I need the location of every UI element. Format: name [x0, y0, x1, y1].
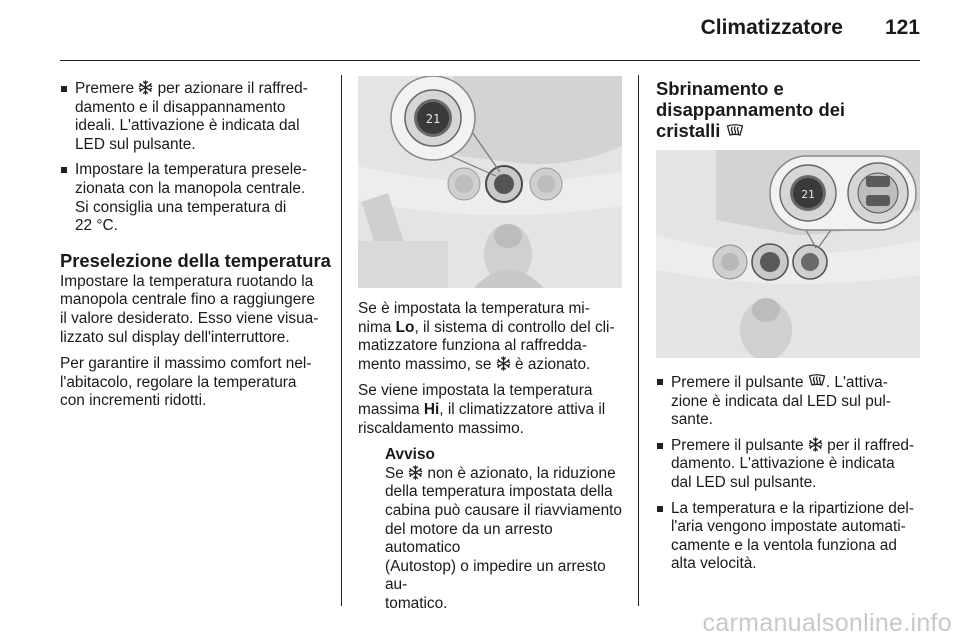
snowflake-icon	[808, 437, 823, 452]
section-heading: Preselezione della temperatura	[60, 249, 331, 271]
snowflake-icon	[138, 80, 153, 95]
knob-display-text: 21	[425, 112, 441, 126]
list-item: Premere per azionare il raffred- damento e il disappannamento ideali. L'attivazione è indicata dal LED sul pulsante.	[60, 80, 335, 154]
list-item: Premere il pulsante . L'attiva- zione è indicata dal LED sul pul- sante.	[656, 373, 926, 430]
note-box: Avviso Se non è azionato, la riduzione della temperatura impostata della cabina può causare il riavviamento del motore da un arresto automatico (Autostop) o impedire un arresto au- tomatico.	[358, 446, 624, 613]
page-header	[701, 16, 920, 40]
column-divider-2	[638, 75, 639, 606]
paragraph: Se è impostata la temperatura mi- nima Lo, il sistema di controllo del cli- matizzatore funziona al raffredda- mento massimo, se è azionato.	[358, 300, 615, 373]
windscreen-defrost-icon	[726, 123, 744, 139]
paragraph: Se viene impostata la temperatura massima Hi, il climatizzatore attiva il riscaldamento massimo.	[358, 382, 606, 437]
watermark[interactable]: carmanualsonline.info	[702, 609, 952, 637]
note-title: Avviso	[385, 446, 435, 464]
column-divider-1	[341, 75, 342, 606]
page-number: 121	[884, 16, 920, 39]
column-3-heading	[656, 78, 926, 151]
paragraph: Impostare la temperatura ruotando la manopola centrale fino a raggiungere il valore desiderato. Esso viene visua- lizzato sul display dell'interruttore.	[60, 272, 319, 346]
defrost-drawing	[656, 150, 920, 358]
knob-display-text: 21	[801, 188, 815, 201]
column-1	[60, 80, 335, 419]
section-heading: Sbrinamento e disappannamento dei cristalli	[656, 78, 846, 141]
illustration-centre-console	[358, 76, 622, 288]
windscreen-defrost-icon	[808, 373, 826, 389]
header-divider	[60, 60, 920, 61]
list-item: Premere il pulsante per il raffred- damento. L'attivazione è indicata dal LED sul pulsante.	[656, 437, 926, 493]
column-3	[656, 373, 926, 581]
list-item: La temperatura e la ripartizione del- l'aria vengono impostate automati- camente e la ventola funziona ad alta velocità.	[656, 500, 926, 574]
illustration-defrost-controls	[656, 150, 920, 358]
column-2	[358, 300, 624, 614]
console-drawing	[358, 76, 622, 288]
list-item: Impostare la temperatura presele- zionata con la manopola centrale. Si consiglia una temperatura di 22 °C.	[60, 161, 335, 235]
snowflake-icon	[408, 465, 423, 480]
paragraph: Per garantire il massimo comfort nel- l'abitacolo, regolare la temperatura con incrementi ridotti.	[60, 355, 312, 410]
page-title: Climatizzatore	[700, 16, 843, 39]
snowflake-icon	[496, 356, 511, 371]
